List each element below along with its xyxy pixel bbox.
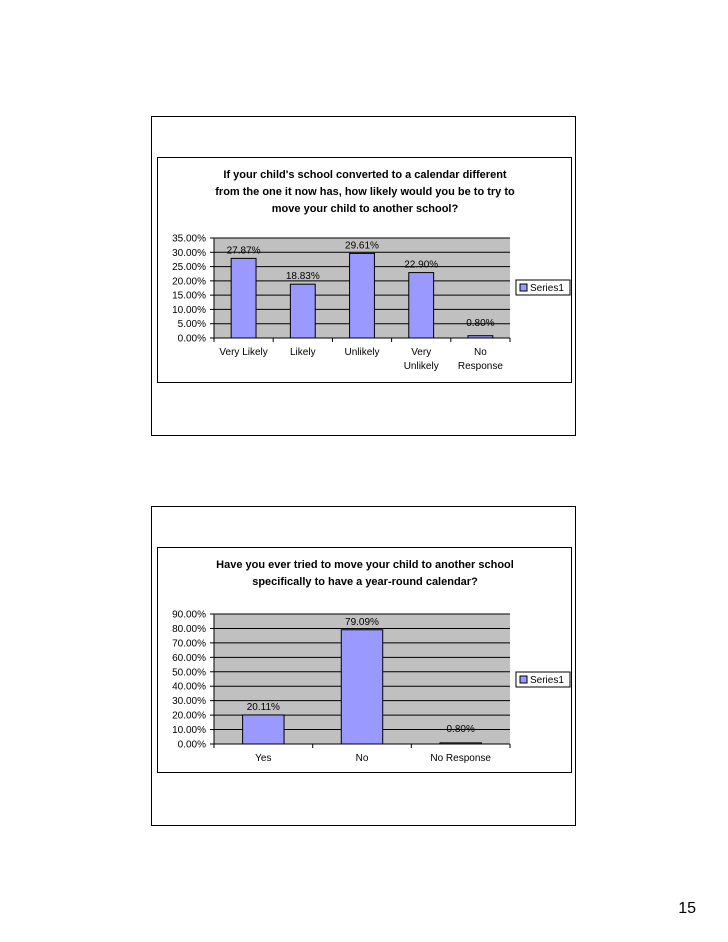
legend-label: Series1 — [530, 283, 564, 294]
y-tick-label: 25.00% — [172, 262, 206, 274]
bar — [440, 743, 481, 744]
chart-2-frame — [157, 547, 572, 773]
chart-title-line: from the one it now has, how likely would you be to try to — [215, 186, 515, 198]
y-tick-label: 80.00% — [172, 623, 206, 635]
data-label: 22.90% — [404, 259, 439, 271]
chart-title-line: move your child to another school? — [271, 203, 459, 215]
x-tick-label: Yes — [255, 753, 272, 764]
legend-swatch — [520, 284, 527, 291]
y-tick-label: 30.00% — [172, 247, 206, 259]
x-tick-label: Likely — [290, 347, 316, 358]
x-tick-label: Unlikely — [403, 361, 439, 372]
y-tick-label: 60.00% — [172, 652, 206, 664]
data-label: 18.83% — [285, 271, 320, 283]
y-tick-label: 0.00% — [177, 739, 206, 751]
y-tick-label: 70.00% — [172, 638, 206, 650]
bar — [231, 258, 256, 338]
chart-title-line: specifically to have a year-round calendar? — [252, 576, 478, 588]
x-tick-label: Response — [457, 361, 503, 372]
slide-2 — [151, 506, 576, 826]
bar — [409, 273, 434, 338]
y-tick-label: 50.00% — [172, 667, 206, 679]
slide-1 — [151, 116, 576, 436]
data-label: 0.80% — [446, 724, 475, 735]
y-tick-label: 20.00% — [172, 710, 206, 722]
y-tick-label: 30.00% — [172, 696, 206, 708]
bar — [350, 253, 375, 338]
legend-label: Series1 — [530, 675, 564, 686]
chart-2 — [158, 548, 573, 774]
y-tick-label: 15.00% — [172, 290, 206, 302]
x-tick-label: Unlikely — [344, 347, 380, 358]
legend-swatch — [520, 676, 527, 683]
bar — [243, 715, 284, 744]
y-tick-label: 90.00% — [172, 609, 206, 621]
chart-1-frame — [157, 157, 572, 383]
page-number: 15 — [678, 900, 696, 917]
chart-title-line: If your child's school converted to a calendar different — [223, 169, 507, 181]
x-tick-label: Very Likely — [219, 347, 268, 358]
y-tick-label: 0.00% — [177, 333, 206, 345]
data-label: 20.11% — [246, 701, 280, 713]
x-tick-label: No — [355, 753, 369, 764]
data-label: 29.61% — [345, 240, 379, 252]
y-tick-label: 10.00% — [172, 725, 206, 737]
y-tick-label: 5.00% — [177, 319, 206, 331]
x-tick-label: Very — [411, 347, 432, 358]
data-label: 79.09% — [345, 616, 379, 628]
bar — [468, 336, 493, 338]
y-tick-label: 10.00% — [172, 304, 206, 316]
y-tick-label: 40.00% — [172, 681, 206, 693]
x-tick-label: No Response — [430, 753, 491, 764]
bar — [341, 630, 382, 744]
data-label: 0.80% — [466, 318, 495, 329]
x-tick-label: No — [474, 347, 487, 358]
chart-1 — [158, 158, 573, 384]
chart-title-line: Have you ever tried to move your child to another school — [216, 559, 514, 571]
data-label: 27.87% — [226, 245, 261, 257]
bar — [290, 284, 315, 338]
y-tick-label: 35.00% — [172, 233, 206, 245]
y-tick-label: 20.00% — [172, 276, 206, 288]
